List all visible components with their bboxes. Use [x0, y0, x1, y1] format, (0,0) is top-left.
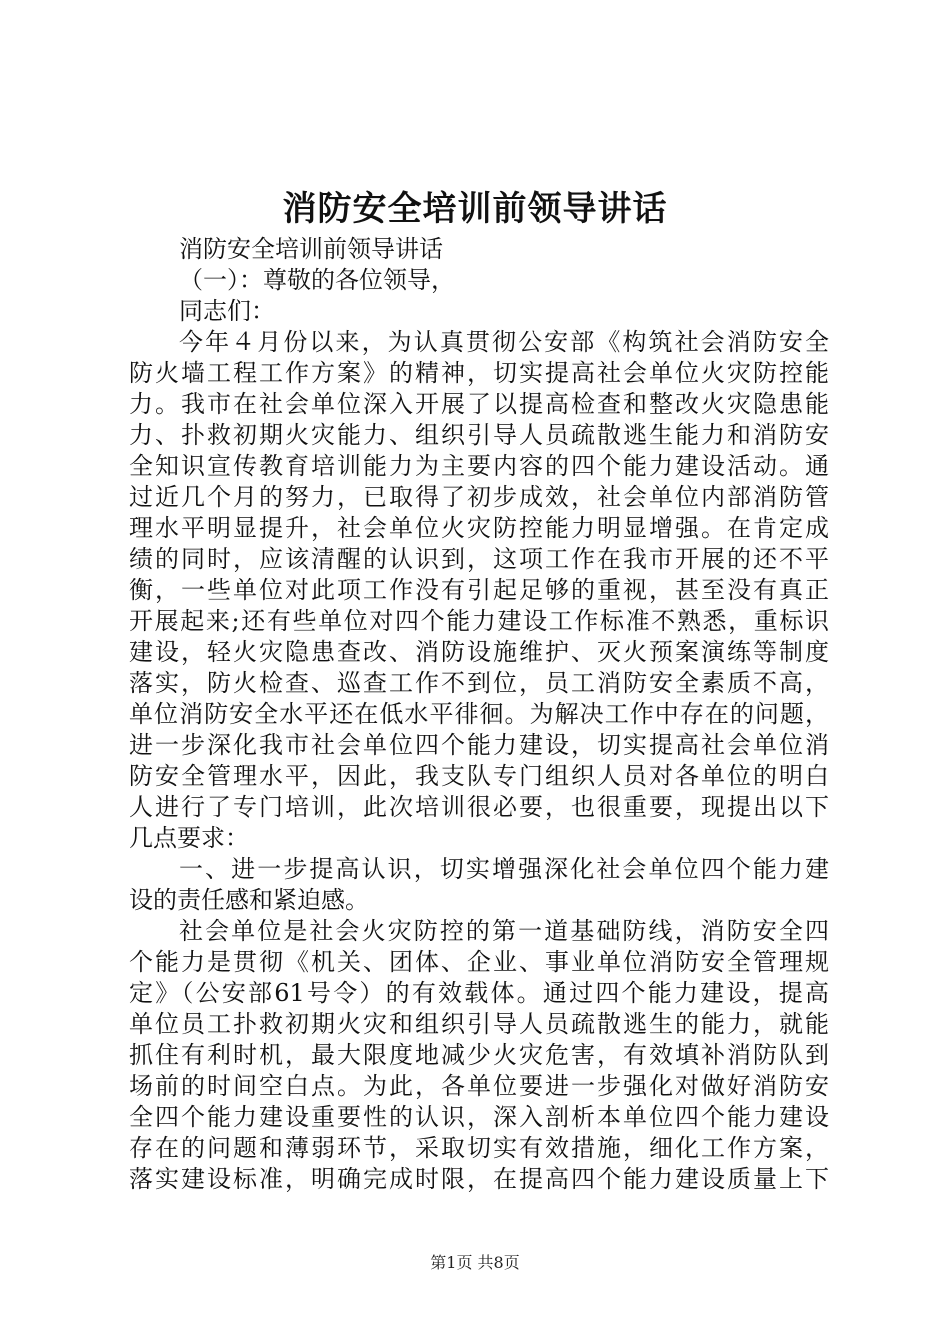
paragraph-line: 力。我市在社会单位深入开展了以提高检查和整改火灾隐患能: [129, 390, 829, 418]
paragraph-line: 抓住有利时机，最大限度地减少火灾危害，有效填补消防队到: [129, 1041, 829, 1069]
page-number-footer: 第1页 共8页: [430, 1253, 520, 1272]
paragraph-line: 过近几个月的努力，已取得了初步成效，社会单位内部消防管: [129, 483, 829, 511]
paragraph-line: 存在的问题和薄弱环节，采取切实有效措施，细化工作方案，: [129, 1134, 829, 1162]
salutation-line: 同志们：: [179, 297, 275, 325]
subtitle-line: 消防安全培训前领导讲话: [179, 235, 443, 263]
document-body: [129, 234, 829, 1195]
paragraph-line: 开展起来;还有些单位对四个能力建设工作标准不熟悉，重标识: [129, 607, 829, 635]
paragraph-line: 全四个能力建设重要性的认识，深入剖析本单位四个能力建设: [129, 1103, 829, 1131]
paragraph-line: 单位员工扑救初期火灾和组织引导人员疏散逃生的能力，就能: [129, 1010, 829, 1038]
paragraph-line: 防安全管理水平，因此，我支队专门组织人员对各单位的明白: [129, 762, 829, 790]
paragraph-line: 进一步深化我市社会单位四个能力建设，切实提高社会单位消: [129, 731, 829, 759]
paragraph-line: 防火墙工程工作方案》的精神，切实提高社会单位火灾防控能: [129, 359, 829, 387]
paragraph-line: 定》（公安部61号令）的有效载体。通过四个能力建设，提高: [129, 979, 829, 1007]
paragraph-line: 理水平明显提升，社会单位火灾防控能力明显增强。在肯定成: [129, 514, 829, 542]
paragraph-line: 建设，轻火灾隐患查改、消防设施维护、灭火预案演练等制度: [129, 638, 829, 666]
paragraph-line: 场前的时间空白点。为此，各单位要进一步强化对做好消防安: [129, 1072, 829, 1100]
paragraph-line: 落实建设标准，明确完成时限，在提高四个能力建设质量上下: [129, 1165, 829, 1193]
paragraph-line: 今年４月份以来，为认真贯彻公安部《构筑社会消防安全: [179, 328, 829, 356]
paragraph-line: 绩的同时，应该清醒的认识到，这项工作在我市开展的还不平: [129, 545, 829, 573]
document-title: 消防安全培训前领导讲话: [282, 189, 668, 229]
paragraph-line: 人进行了专门培训，此次培训很必要，也很重要，现提出以下: [129, 793, 829, 821]
paragraph-line: 力、扑救初期火灾能力、组织引导人员疏散逃生能力和消防安: [129, 421, 829, 449]
salutation-line: （一）：尊敬的各位领导，: [179, 266, 455, 294]
paragraph-line: 几点要求：: [129, 824, 249, 852]
heading-line: 一、进一步提高认识，切实增强深化社会单位四个能力建: [179, 855, 829, 883]
paragraph-line: 衡，一些单位对此项工作没有引起足够的重视，甚至没有真正: [129, 576, 829, 604]
paragraph-line: 社会单位是社会火灾防控的第一道基础防线，消防安全四: [179, 917, 829, 945]
paragraph-line: 全知识宣传教育培训能力为主要内容的四个能力建设活动。通: [129, 452, 829, 480]
paragraph-line: 个能力是贯彻《机关、团体、企业、事业单位消防安全管理规: [129, 948, 829, 976]
paragraph-line: 落实，防火检查、巡查工作不到位，员工消防安全素质不高，: [129, 669, 829, 697]
paragraph-line: 单位消防安全水平还在低水平徘徊。为解决工作中存在的问题，: [129, 700, 829, 728]
heading-line: 设的责任感和紧迫感。: [129, 886, 369, 914]
